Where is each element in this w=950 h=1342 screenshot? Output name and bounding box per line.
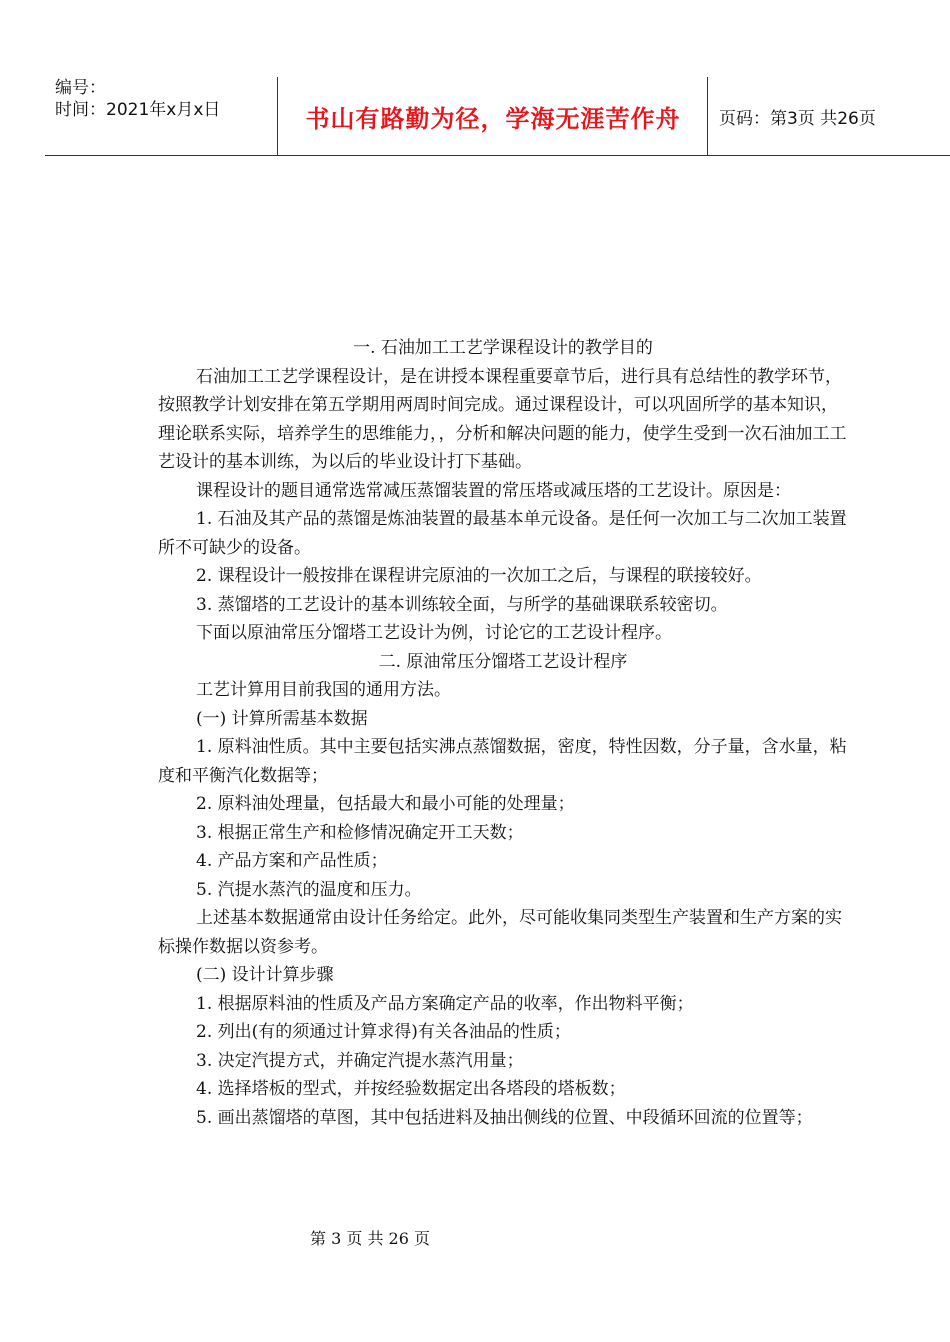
- document-body: [158, 334, 848, 1132]
- page-header: [45, 77, 950, 156]
- step-item: 4. 选择塔板的型式，并按经验数据定出各塔段的塔板数；: [196, 1079, 626, 1099]
- reason-item: 3. 蒸馏塔的工艺设计的基本训练较全面，与所学的基础课联系较密切。: [196, 594, 728, 615]
- step-item: 2. 列出(有的须通过计算求得)有关各油品的性质；: [196, 1022, 571, 1042]
- section-1-title: 一. 石油加工工艺学课程设计的教学目的: [353, 338, 653, 358]
- paragraph-intro: 下面以原油常压分馏塔工艺设计为例，讨论它的工艺设计程序。: [196, 623, 672, 643]
- subsection-2-title: (二) 设计计算步骤: [196, 965, 334, 985]
- data-item: 4. 产品方案和产品性质；: [196, 851, 388, 871]
- reason-item: 2. 课程设计一般按排在课程讲完原油的一次加工之后，与课程的联接较好。: [196, 566, 762, 586]
- header-meta: [55, 77, 277, 155]
- reason-item: 1. 石油及其产品的蒸馏是炼油装置的最基本单元设备。是任何一次加工与二次加工装置所不可缺少的设备。: [158, 509, 847, 558]
- paragraph-topic: 课程设计的题目通常选常减压蒸馏装置的常压塔或减压塔的工艺设计。原因是：: [196, 480, 791, 501]
- data-item: 5. 汽提水蒸汽的温度和压力。: [196, 879, 422, 900]
- header-divider-right: [707, 77, 708, 155]
- subsection-1-title: (一) 计算所需基本数据: [196, 708, 368, 729]
- document-time-label: 时间：2021年x月x日: [55, 100, 221, 120]
- step-item: 1. 根据原料油的性质及产品方案确定产品的收率，作出物料平衡；: [196, 993, 694, 1014]
- paragraph-method: 工艺计算用目前我国的通用方法。: [196, 680, 451, 700]
- data-item: 3. 根据正常生产和检修情况确定开工天数；: [196, 822, 524, 843]
- step-item: 3. 决定汽提方式，并确定汽提水蒸汽用量；: [196, 1050, 524, 1071]
- paragraph-data-note: 上述基本数据通常由设计任务给定。此外，尽可能收集同类型生产装置和生产方案的实标操作数据以资参考。: [158, 908, 842, 957]
- paragraph-purpose: 石油加工工艺学课程设计，是在讲授本课程重要章节后，进行具有总结性的教学环节，按照教学计划安排在第五学期用两周时间完成。通过课程设计，可以巩固所学的基本知识，理论联系实际，培养学生的思维能力，，分析和解决问题的能力，使学生受到一次石油加工工艺设计的基本训练，为以后的毕业设计打下基础。: [158, 366, 847, 472]
- header-page-info: 页码：第3页 共26页: [719, 108, 876, 129]
- page-footer: 第 3 页 共 26 页: [310, 1229, 430, 1248]
- step-item: 5. 画出蒸馏塔的草图，其中包括进料及抽出侧线的位置、中段循环回流的位置等；: [196, 1107, 813, 1128]
- section-2-title: 二. 原油常压分馏塔工艺设计程序: [378, 651, 628, 672]
- data-item: 1. 原料油性质。其中主要包括实沸点蒸馏数据，密度，特性因数，分子量，含水量，粘度和平衡汽化数据等；: [158, 737, 847, 786]
- document-number-label: 编号：: [55, 78, 106, 98]
- data-item: 2. 原料油处理量，包括最大和最小可能的处理量；: [196, 794, 575, 814]
- header-motto: 书山有路勤为径，学海无涯苦作舟: [305, 104, 681, 133]
